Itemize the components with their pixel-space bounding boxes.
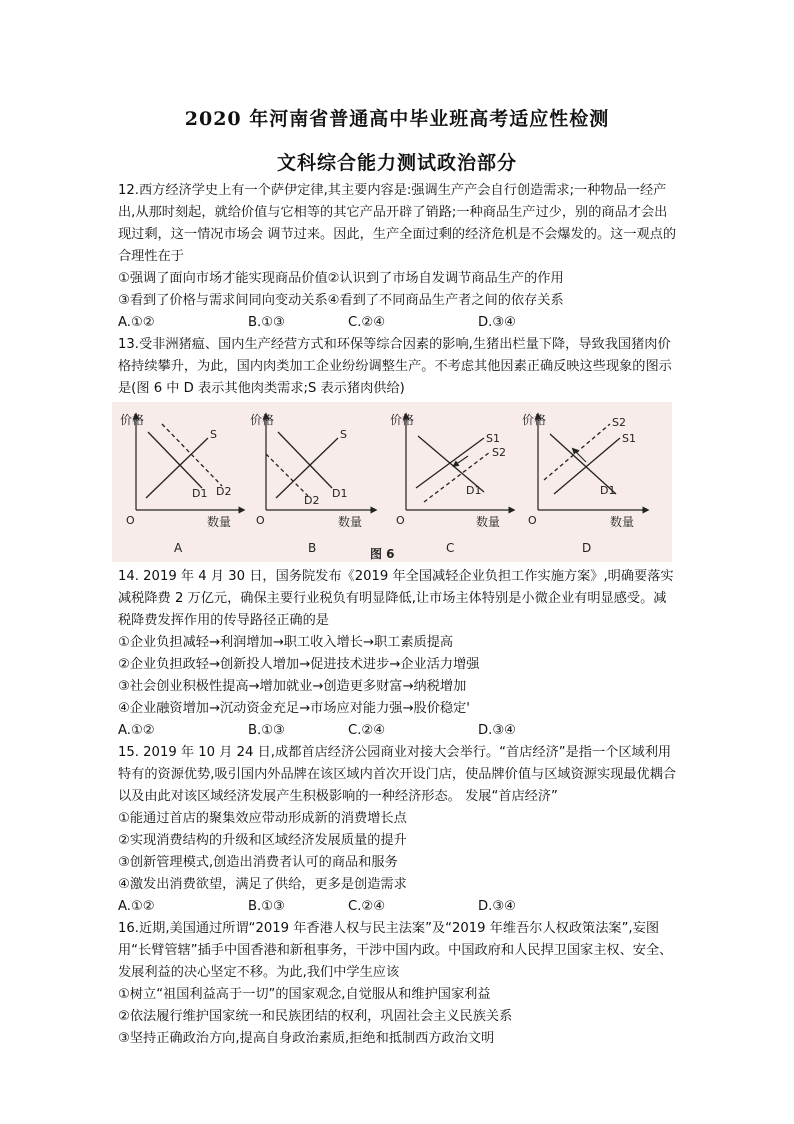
question-13-stem: 13.受非洲猪瘟、国内生产经营方式和环保等综合因素的影响,生猪出栏量下降，导致我国猪肉价格持续攀升，为此，国内肉类加工企业纷纷调整生产。不考虑其他因素正确反映这些现象的图示是(图 6 中 D 表示其他肉类需求;S 表示猪肉供给) bbox=[118, 337, 672, 396]
curve-label: S1 bbox=[486, 432, 500, 445]
origin-label: O bbox=[528, 514, 537, 527]
curve-label: S bbox=[210, 428, 217, 441]
question-15-item: ④激发出消费欲望，满足了供给，更多是创造需求 bbox=[118, 877, 407, 892]
curve-line bbox=[266, 454, 308, 496]
curve-label: S1 bbox=[622, 432, 636, 445]
curve-label: D1 bbox=[332, 487, 348, 500]
option-b: B.①③ bbox=[248, 899, 285, 914]
question-15-item: ②实现消费结构的升级和区域经济发展质量的提升 bbox=[118, 833, 407, 848]
question-14-item: ①企业负担减轻→利润增加→职工收入增长→职工素质提高 bbox=[118, 635, 454, 650]
figure-caption: 图 6 bbox=[370, 547, 395, 561]
exam-title: 2020 年河南省普通高中毕业班高考适应性检测 bbox=[184, 108, 610, 130]
question-14-options bbox=[118, 720, 678, 742]
figure-6-svg bbox=[112, 402, 672, 562]
panel-label: A bbox=[174, 541, 183, 555]
origin-label: O bbox=[256, 514, 265, 527]
curve-line bbox=[278, 432, 332, 488]
exam-subtitle: 文科综合能力测试政治部分 bbox=[276, 152, 517, 174]
curve-label: S2 bbox=[492, 446, 506, 459]
option-c: C.②④ bbox=[348, 899, 386, 914]
curve-line bbox=[544, 424, 610, 480]
curve-label: D1 bbox=[600, 484, 616, 497]
option-a: A.①② bbox=[118, 899, 155, 914]
panel-label: B bbox=[308, 541, 317, 555]
question-14-item: ④企业融资增加→沉动资金充足→市场应对能力强→股价稳定' bbox=[118, 701, 470, 716]
y-axis-label: 价格 bbox=[120, 413, 145, 427]
question-16-stem: 16.近期,美国通过所谓“2019 年香港人权与民主法案”及“2019 年维吾尔人权政策法案”,妄图用“长臂管辖”插手中国香港和新租事务，干涉中国内政。中国政府和人民捍卫国家主权、安全、发展利益的决心坚定不移。为此,我们中学生应该 bbox=[118, 921, 673, 980]
y-axis-label: 价格 bbox=[390, 413, 415, 427]
x-axis-label: 数量 bbox=[476, 515, 501, 529]
curve-label: D2 bbox=[304, 494, 320, 507]
question-15-options bbox=[118, 896, 678, 918]
y-axis-label: 价格 bbox=[522, 413, 547, 427]
question-12-stem: 12.西方经济学史上有一个萨伊定律,其主要内容是:强调生产产会自行创造需求;一种物品一经产出,从那时刻起，就给价值与它相等的其它产品开辟了销路;一种商品生产过少，别的商品才会出现过剩，这一情况市场会 调节过来。因此，生产全面过剩的经济危机是不会爆发的。这一观点的合理性在于 bbox=[118, 183, 677, 264]
option-b: B.①③ bbox=[248, 723, 285, 738]
option-d: D.③④ bbox=[478, 899, 516, 914]
question-12-item: ③看到了价格与需求间同向变动关系④看到了不同商品生产者之间的依存关系 bbox=[118, 293, 564, 308]
question-16-item: ①树立“祖国利益高于一切”的国家观念,自觉服从和维护国家利益 bbox=[118, 987, 491, 1002]
option-a: A.①② bbox=[118, 315, 155, 330]
figure-6 bbox=[112, 402, 672, 562]
question-14-item: ③社会创业积极性提高→增加就业→创造更多财富→纳税增加 bbox=[118, 679, 467, 694]
option-c: C.②④ bbox=[348, 723, 386, 738]
panel-c bbox=[390, 412, 512, 555]
panel-a bbox=[120, 412, 242, 555]
question-14-item: ②企业负担政轻→创新投人增加→促进技术进步→企业活力增强 bbox=[118, 657, 480, 672]
question-12-options bbox=[118, 312, 678, 334]
curve-label: D1 bbox=[466, 484, 482, 497]
option-d: D.③④ bbox=[478, 315, 516, 330]
curve-line bbox=[148, 432, 202, 488]
option-c: C.②④ bbox=[348, 315, 386, 330]
y-axis-label: 价格 bbox=[250, 413, 275, 427]
curve-label: S bbox=[340, 428, 347, 441]
question-15-stem: 15. 2019 年 10 月 24 日,成都首店经济公园商业对接大会举行。“首店经济”是指一个区域利用特有的资源优势,吸引国内外品牌在该区域内首次开设门店，使品牌价值与区域资源实现最优耦合以及由此对该区域经济发展产生积极影响的一种经济形态。 发展“首店经济” bbox=[118, 745, 677, 804]
curve-line bbox=[276, 438, 338, 498]
origin-label: O bbox=[396, 514, 405, 527]
question-14-stem: 14. 2019 年 4 月 30 日，国务院发布《2019 年全国减轻企业负担工作实施方案》,明确要落实减税降费 2 万亿元，确保主要行业税负有明显降低,让市场主体特别是小微企业有明显感受。减税降费发挥作用的传导路径正确的是 bbox=[118, 569, 674, 628]
question-16-item: ②依法履行维护国家统一和民族团结的权利，巩固社会主义民族关系 bbox=[118, 1009, 513, 1024]
curve-label: D1 bbox=[192, 487, 208, 500]
origin-label: O bbox=[126, 514, 135, 527]
curve-label: D2 bbox=[216, 485, 232, 498]
option-a: A.①② bbox=[118, 723, 155, 738]
question-12-item: ①强调了面向市场才能实现商品价值②认识到了市场自发调节商品生产的作用 bbox=[118, 271, 564, 286]
question-15-item: ①能通过首店的聚集效应带动形成新的消费增长点 bbox=[118, 811, 407, 826]
curve-label: S2 bbox=[612, 416, 626, 429]
x-axis-label: 数量 bbox=[610, 515, 635, 529]
panel-b bbox=[250, 412, 374, 555]
panel-label: D bbox=[582, 541, 592, 555]
question-16-item: ③坚持正确政治方向,提高自身政治素质,拒绝和抵制西方政治文明 bbox=[118, 1031, 495, 1046]
panel-label: C bbox=[446, 541, 455, 555]
exam-content bbox=[118, 180, 678, 1050]
x-axis-label: 数量 bbox=[338, 515, 363, 529]
x-axis-label: 数量 bbox=[207, 515, 232, 529]
option-b: B.①③ bbox=[248, 315, 285, 330]
option-d: D.③④ bbox=[478, 723, 516, 738]
question-15-item: ③创新管理模式,创造出消费者认可的商品和服务 bbox=[118, 855, 398, 870]
panel-d bbox=[522, 412, 646, 555]
